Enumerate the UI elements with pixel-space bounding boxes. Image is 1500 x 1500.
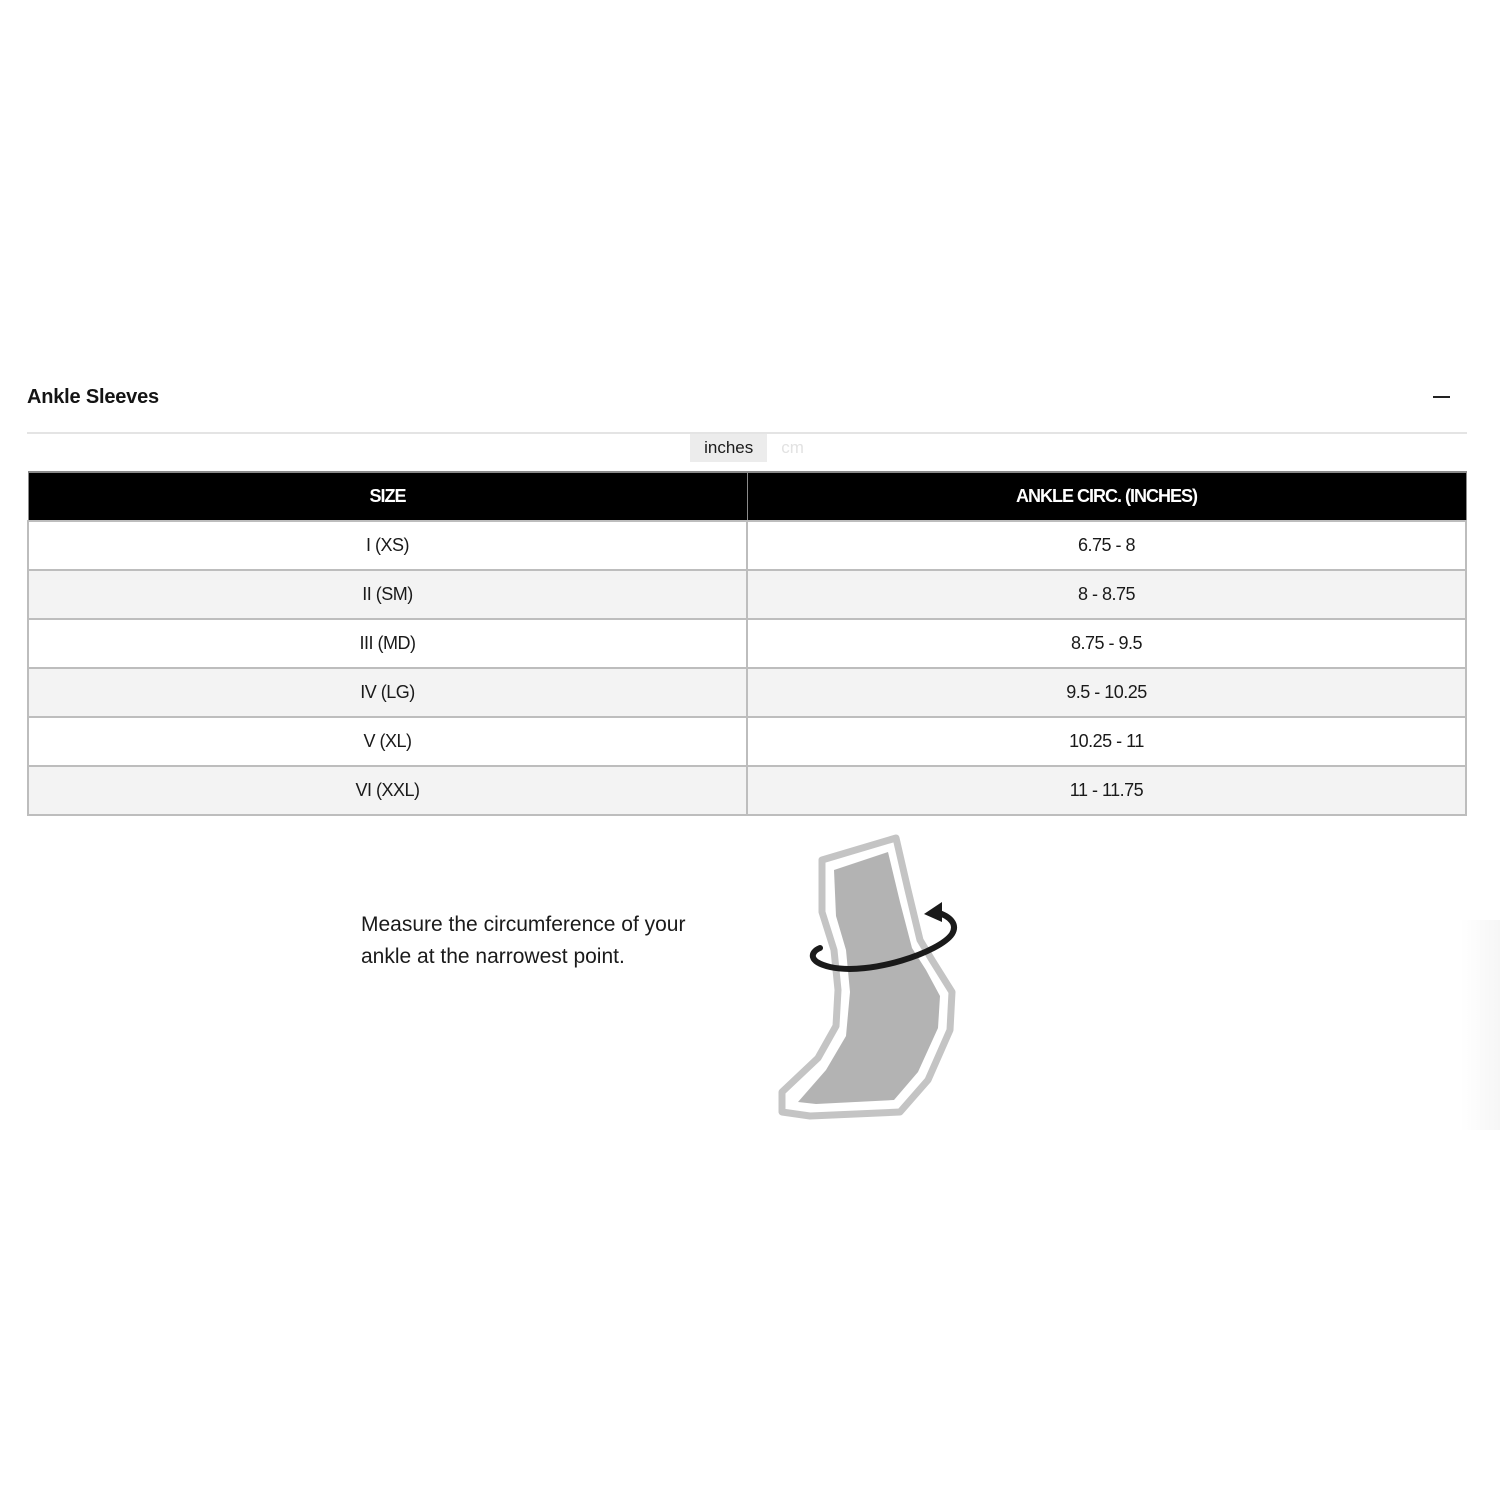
size-guide-accordion — [27, 378, 1467, 816]
circ-cell: 9.5 - 10.25 — [747, 668, 1466, 717]
unit-toggle — [41, 434, 1467, 462]
collapse-button[interactable] — [1431, 387, 1451, 407]
table-row — [28, 619, 1466, 668]
size-cell: IV (LG) — [28, 668, 747, 717]
accordion-title: Ankle Sleeves — [27, 385, 159, 408]
size-cell: II (SM) — [28, 570, 747, 619]
circ-cell: 8 - 8.75 — [747, 570, 1466, 619]
circ-cell: 8.75 - 9.5 — [747, 619, 1466, 668]
table-row — [28, 717, 1466, 766]
sock-measure-icon — [770, 830, 970, 1130]
unit-inches-button[interactable]: inches — [690, 434, 767, 462]
table-row — [28, 570, 1466, 619]
table-header-row — [28, 472, 1466, 521]
size-cell: VI (XXL) — [28, 766, 747, 815]
column-header-ankle-circ: ANKLE CIRC. (INCHES) — [747, 472, 1466, 521]
size-cell: III (MD) — [28, 619, 747, 668]
size-cell: I (XS) — [28, 521, 747, 570]
table-row — [28, 521, 1466, 570]
circ-cell: 6.75 - 8 — [747, 521, 1466, 570]
accordion-header[interactable] — [27, 378, 1467, 434]
circ-cell: 11 - 11.75 — [747, 766, 1466, 815]
table-row — [28, 766, 1466, 815]
page-edge-shadow — [1460, 920, 1500, 1130]
table-row — [28, 668, 1466, 717]
unit-cm-button[interactable]: cm — [781, 438, 804, 457]
circ-cell: 10.25 - 11 — [747, 717, 1466, 766]
minus-icon — [1433, 396, 1450, 398]
instruction-line-1: Measure the circumference of your — [361, 913, 686, 936]
column-header-size: SIZE — [28, 472, 747, 521]
size-table — [27, 471, 1467, 816]
size-cell: V (XL) — [28, 717, 747, 766]
measure-instructions — [361, 909, 761, 973]
instruction-line-2: ankle at the narrowest point. — [361, 945, 625, 968]
